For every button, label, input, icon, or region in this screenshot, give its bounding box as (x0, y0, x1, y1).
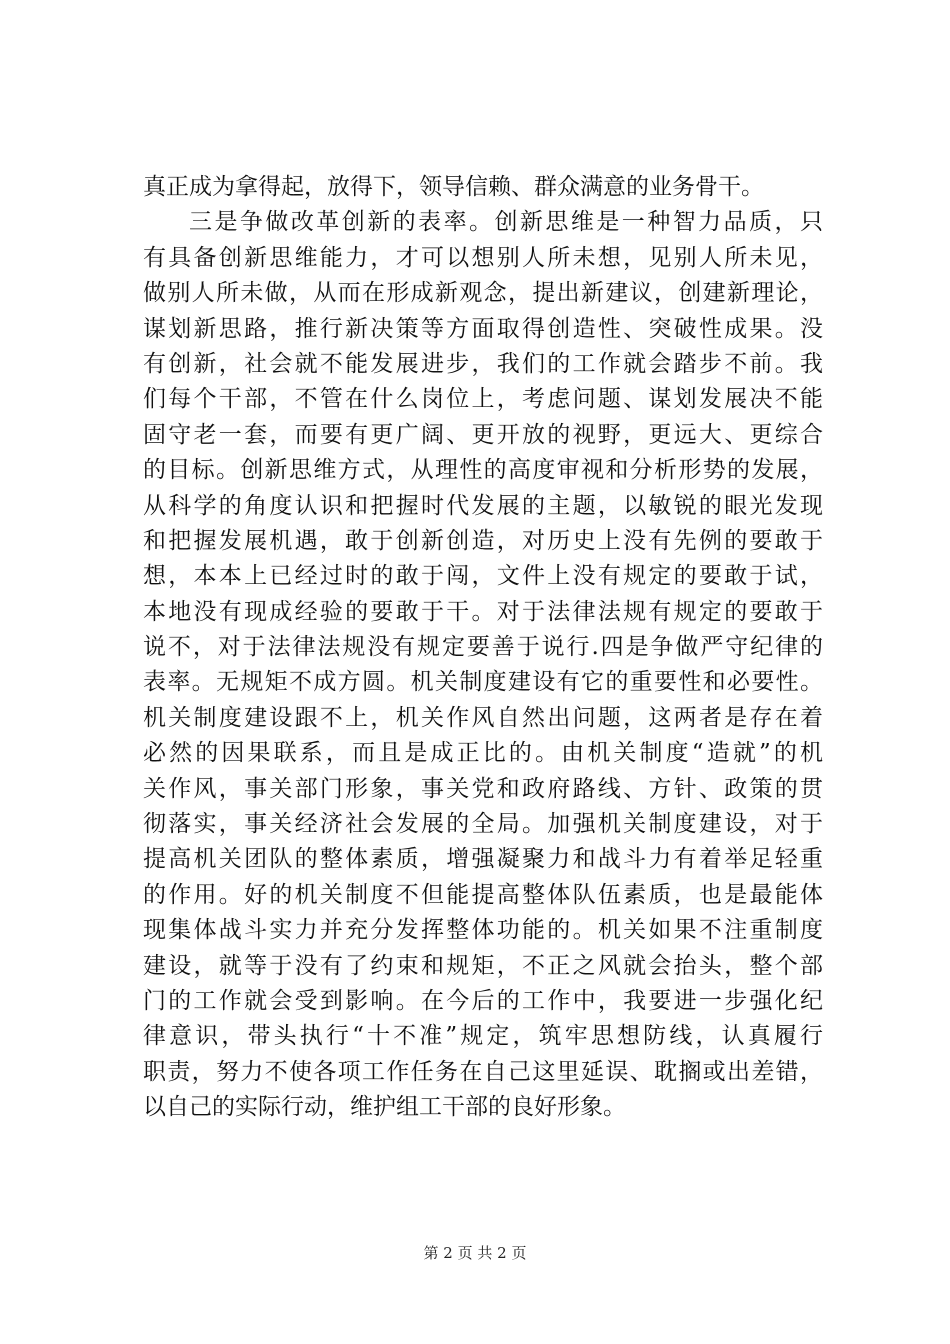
text-line: 三是争做改革创新的表率。创新思维是一种智力品质，只 (189, 209, 823, 236)
text-line: 的目标。创新思维方式，从理性的高度审视和分析形势的发展， (143, 457, 823, 484)
body-text (143, 170, 823, 1126)
text-line: 做别人所未做，从而在形成新观念，提出新建议，创建新理论， (143, 280, 823, 307)
text-line: 现集体战斗实力并充分发挥整体功能的。机关如果不注重制度 (143, 917, 823, 944)
text-line: 说不，对于法律法规没有规定要善于说行.四是争做严守纪律的 (143, 634, 823, 661)
text-line: 提高机关团队的整体素质，增强凝聚力和战斗力有着举足轻重 (143, 846, 823, 873)
text-line: 建设，就等于没有了约束和规矩，不正之风就会抬头，整个部 (143, 952, 823, 979)
text-line: 的作用。好的机关制度不但能提高整体队伍素质，也是最能体 (143, 881, 823, 908)
page-footer: 第 2 页 共 2 页 (423, 1244, 527, 1262)
text-line: 从科学的角度认识和把握时代发展的主题，以敏锐的眼光发现 (143, 492, 823, 519)
text-line: 想，本本上已经过时的敢于闯，文件上没有规定的要敢于试， (143, 563, 823, 590)
text-line: 谋划新思路，推行新决策等方面取得创造性、突破性成果。没 (143, 315, 823, 342)
text-line: 本地没有现成经验的要敢于干。对于法律法规有规定的要敢于 (143, 598, 823, 625)
text-line: 固守老一套，而要有更广阔、更开放的视野，更远大、更综合 (143, 421, 823, 448)
text-line: 以自己的实际行动，维护组工干部的良好形象。 (143, 1094, 626, 1121)
text-line: 们每个干部，不管在什么岗位上，考虑问题、谋划发展决不能 (143, 386, 823, 413)
text-line: 门的工作就会受到影响。在今后的工作中，我要进一步强化纪 (143, 987, 823, 1014)
text-line: 彻落实，事关经济社会发展的全局。加强机关制度建设，对于 (143, 811, 823, 838)
text-line: 表率。无规矩不成方圆。机关制度建设有它的重要性和必要性。 (143, 669, 823, 696)
text-line: 必然的因果联系，而且是成正比的。由机关制度“造就”的机 (143, 740, 823, 767)
text-line: 和把握发展机遇，敢于创新创造，对历史上没有先例的要敢于 (143, 527, 823, 554)
text-line: 律意识，带头执行“十不准”规定，筑牢思想防线，认真履行 (143, 1023, 823, 1050)
text-line: 真正成为拿得起，放得下，领导信赖、群众满意的业务骨干。 (143, 174, 764, 200)
text-line: 机关制度建设跟不上，机关作风自然出问题，这两者是存在着 (143, 704, 823, 731)
text-line: 有创新，社会就不能发展进步，我们的工作就会踏步不前。我 (143, 350, 823, 377)
text-line: 有具备创新思维能力，才可以想别人所未想，见别人所未见， (143, 244, 823, 271)
text-line: 关作风，事关部门形象，事关党和政府路线、方针、政策的贯 (143, 775, 823, 802)
text-line: 职责，努力不使各项工作任务在自己这里延误、耽搁或出差错， (143, 1058, 823, 1085)
